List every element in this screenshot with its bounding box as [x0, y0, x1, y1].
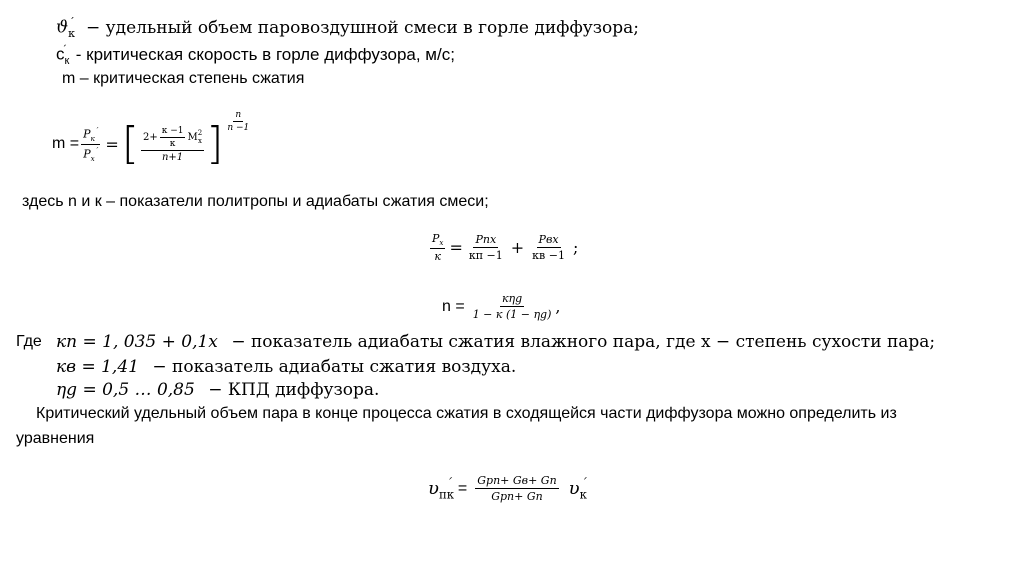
formula-v-eq: = [457, 479, 468, 497]
where-label: Где [16, 333, 42, 350]
c-symbol: с [56, 44, 65, 64]
kn-text: − показатель адиабаты сжатия влажного пара, где x − степень сухости пара; [231, 332, 936, 352]
bracket-close: ] [206, 118, 224, 169]
formula-k [428, 232, 578, 263]
fraction-pk-px: $\frac{P_к^´}{P_х^´}$ [83, 125, 99, 163]
fraction-bracket-inner: 2+ $\frac{к -1}{к}$ M 2 x n+1 [142, 125, 203, 163]
line-indices: здесь n и к – показатели политропы и адиабаты сжатия смеси; [22, 193, 489, 210]
where-line-1 [56, 332, 935, 352]
where-line-3 [56, 380, 379, 400]
v-lhs: $\upsilon_{пк}^´$ [428, 475, 455, 502]
kv-text: − показатель адиабаты сжатия воздуха. [152, 357, 517, 377]
fraction-g: $\frac{\text{Gрп+ Gв+ Gп}}{\text{Gрп+ Gп}}$ [477, 474, 557, 503]
bracket-open: [ [121, 118, 139, 169]
fraction-pv-kv: $\frac{\text{Pвх}}{кв -1}$ [532, 233, 565, 263]
exponent-fraction: $\frac{n}{n -1}$ [227, 110, 250, 133]
kv-formula: кв = 1,41 [56, 357, 139, 377]
line1-text: − удельный объем паровоздушной смеси в горле диффузора; [86, 17, 640, 38]
fraction-n: $\frac{\text{кηg}}{1 - к (1 - \eta g)}$ [472, 292, 552, 321]
formula-n-comma: , [555, 297, 561, 316]
fraction-pn-kn: $\frac{\text{Pпх}}{кп -1}$ [468, 233, 503, 263]
v-rhs: $\upsilon_к^´$ [568, 475, 587, 502]
formula-k-eq: = [449, 238, 463, 258]
line-compression-ratio: m – критическая степень сжатия [62, 70, 305, 87]
line-specific-volume [56, 16, 639, 40]
kn-formula: кп = 1, 035 + 0,1x [56, 332, 218, 352]
where-line-2 [56, 357, 516, 377]
theta-symbol: ϑ [56, 17, 69, 38]
formula-k-semicolon: ; [572, 238, 579, 258]
formula-v [428, 474, 587, 503]
formula-m [52, 110, 253, 174]
line-critical-speed [56, 44, 455, 67]
paragraph-line-1: Критический удельный объем пара в конце процесса сжатия в сходящейся части диффузора можно определить из [36, 405, 897, 422]
line2-text: - критическая скорость в горле диффузора, м/с; [75, 44, 455, 64]
eta-formula: ηg = 0,5 … 0,85 [56, 380, 195, 400]
eta-text: − КПД диффузора. [208, 380, 380, 400]
formula-k-plus: + [510, 238, 525, 258]
c-sub: к [64, 55, 70, 68]
c-prime: ´ [63, 44, 68, 56]
formula-m-eq: = [105, 134, 119, 154]
formula-m-lhs: m = [52, 135, 80, 152]
fraction-px-k: $\frac{P_x}{к}$ [432, 232, 444, 264]
formula-n [442, 292, 560, 321]
paragraph-line-2: уравнения [16, 430, 95, 447]
theta-prime: ´ [69, 16, 75, 29]
formula-n-lhs: n = [442, 297, 465, 315]
theta-sub: к [68, 27, 76, 41]
